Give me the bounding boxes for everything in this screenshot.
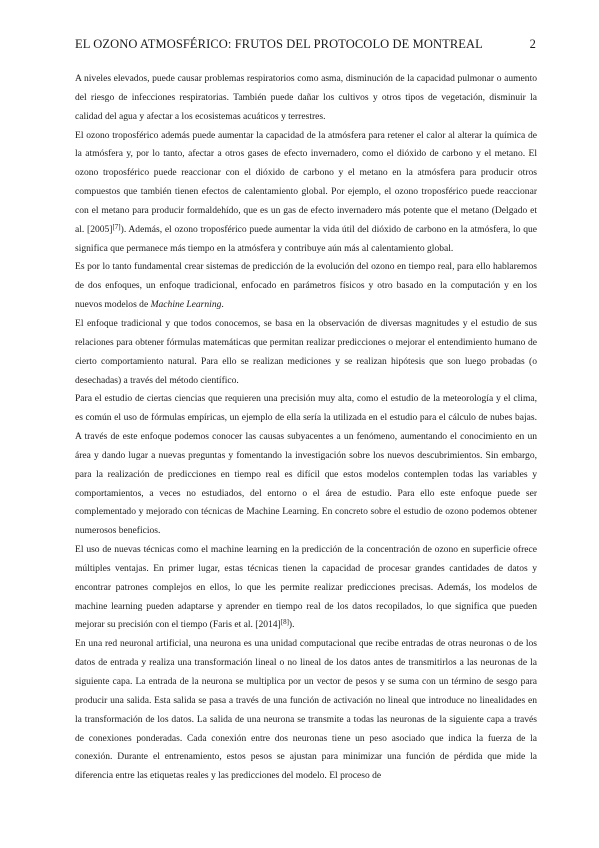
paragraph-3 (75, 258, 537, 315)
paragraph-2-text-end: ). Además, el ozono troposférico puede aumentar la vida útil del dióxido de carbono en la atmósfera, lo que significa que permanece más tiempo en la atmósfera y contribuye aún más al calentamiento global. (75, 223, 537, 254)
paragraph-7: En una red neuronal artificial, una neurona es una unidad computacional que recibe entradas de otras neuronas o de los datos de entrada y realiza una transformación lineal o no lineal de los datos antes de transmitirlos a las neuronas de la siguiente capa. La entrada de la neurona se multiplica por un vector de pesos y se suma con un término de sesgo para producir una salida. Esta salida se pasa a través de una función de activación no lineal que introduce no linealidades en la transformación de los datos. La salida de una neurona se transmite a todas las neuronas de la siguiente capa a través de conexiones ponderadas. Cada conexión entre dos neuronas tiene un peso asociado que indica la fuerza de la conexión. Durante el entrenamiento, estos pesos se ajustan para minimizar una función de pérdida que mide la diferencia entre las etiquetas reales y las predicciones del modelo. El proceso de (75, 638, 537, 782)
citation-ref[interactable]: [7] (112, 222, 121, 231)
paragraph-5: Para el estudio de ciertas ciencias que requieren una precisión muy alta, como el estudio de la meteorología y el clima, es común el uso de fórmulas empíricas, un ejemplo de ella sería la utilizada en el estudio para el cálculo de nubes bajas. A través de este enfoque podemos conocer las causas subyacentes a un fenómeno, aumentando el conocimiento en un área y dando lugar a nuevas preguntas y fomentando la investigación sobre los nuevos descubrimientos. Sin embargo, para la realización de predicciones en tiempo real es difícil que estos modelos contemplen todas las variables y comportamientos, a veces no estudiados, del entorno o el área de estudio. Para ello este enfoque puede ser complementado y mejorado con técnicas de Machine Learning. En concreto sobre el estudio de ozono podemos obtener numerosos beneficios. (75, 393, 537, 537)
paragraph-1: A niveles elevados, puede causar problemas respiratorios como asma, disminución de la capacidad pulmonar o aumento del riesgo de infecciones respiratorias. También puede dañar los cultivos y otros tipos de vegetación, disminuir la calidad del agua y afectar a los ecosistemas acuáticos y terrestres. (75, 73, 537, 122)
emphasis-term: Machine Learning (150, 299, 222, 311)
header-title: EL OZONO ATMOSFÉRICO: FRUTOS DEL PROTOCOLO DE MONTREAL (75, 37, 483, 51)
paragraph-6-text: El uso de nuevas técnicas como el machine learning en la predicción de la concentración de ozono en superficie ofrece múltiples ventajas. En primer lugar, estas técnicas tienen la capacidad de procesar grandes cantidades de datos y encontrar patrones complejos en ellos, lo que les permite realizar predicciones precisas. Además, los modelos de machine learning pueden adaptarse y aprender en tiempo real de los datos recopilados, lo que significa que pueden mejorar su precisión con el tiempo (Faris et al. [2014] (75, 544, 537, 631)
paragraph-6 (75, 541, 537, 635)
page-number: 2 (529, 37, 536, 51)
paragraph-3-text-end: . (221, 299, 224, 311)
paragraph-2 (75, 127, 537, 259)
paragraph-4: El enfoque tradicional y que todos conocemos, se basa en la observación de diversas magnitudes y el estudio de sus relaciones para obtener fórmulas matemáticas que permitan realizar predicciones o mejorar el entendimiento humano de cierto comportamiento natural. Para ello se realizan mediciones y se realizan hipótesis que son luego probadas (o desechadas) a través del método científico. (75, 317, 537, 386)
paragraph-2-text: El ozono troposférico además puede aumentar la capacidad de la atmósfera para retener el calor al alterar la química de la atmósfera y, por lo tanto, afectar a otros gases de efecto invernadero, como el dióxido de carbono y el metano. El ozono troposférico puede reaccionar con el dióxido de carbono y el metano en la atmósfera para producir otros compuestos que también tienen efectos de calentamiento global. Por ejemplo, el ozono troposférico puede reaccionar con el metano para producir formaldehído, que es un gas de efecto invernadero más potente que el metano (Delgado et al. [2005] (75, 129, 537, 235)
paragraph-3-text: Es por lo tanto fundamental crear sistemas de predicción de la evolución del ozono en tiempo real, para ello hablaremos de dos enfoques, un enfoque tradicional, enfocado en parámetros físicos y otro basado en la computación y en los nuevos modelos de (75, 261, 537, 311)
running-header (75, 37, 536, 52)
body-text (75, 70, 537, 786)
paragraph-6-text-end: ). (288, 619, 295, 631)
citation-ref[interactable]: [8] (280, 618, 289, 627)
